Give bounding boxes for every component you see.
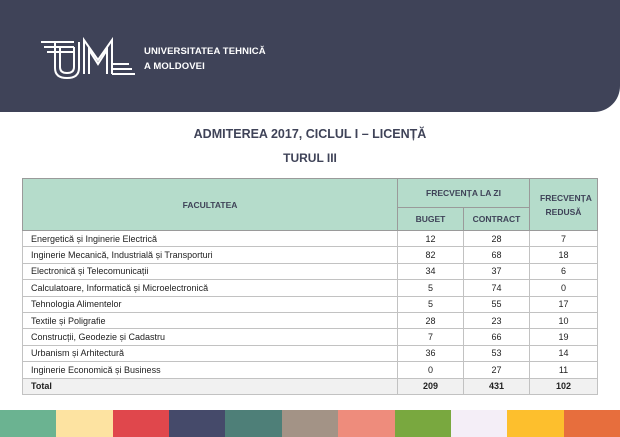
contract-cell: 66: [464, 329, 530, 345]
university-logo-icon: [40, 34, 138, 82]
university-name-line1: UNIVERSITATEA TEHNICĂ: [144, 46, 266, 57]
budget-cell: 5: [398, 296, 464, 312]
contract-cell: 53: [464, 345, 530, 361]
faculty-name-cell: Energetică și Inginerie Electrică: [23, 231, 398, 247]
budget-cell: 34: [398, 263, 464, 279]
admission-table: [22, 178, 598, 395]
table-row: [23, 362, 598, 378]
color-stripe-11: [564, 410, 620, 437]
color-stripe-7: [338, 410, 394, 437]
color-stripe-3: [113, 410, 169, 437]
contract-cell: 68: [464, 247, 530, 263]
table-row: [23, 247, 598, 263]
reduced-cell: 0: [530, 280, 598, 296]
budget-cell: 0: [398, 362, 464, 378]
reduced-cell: 7: [530, 231, 598, 247]
color-stripe-5: [225, 410, 281, 437]
header-banner: [0, 0, 620, 112]
faculty-name-cell: Tehnologia Alimentelor: [23, 296, 398, 312]
table-row: [23, 312, 598, 328]
faculty-name-cell: Inginerie Mecanică, Industrială și Transporturi: [23, 247, 398, 263]
contract-header: CONTRACT: [464, 208, 530, 231]
faculty-name-cell: Calculatoare, Informatică și Microelectronică: [23, 280, 398, 296]
total-contract: 431: [464, 378, 530, 394]
table-body: [23, 231, 598, 395]
faculty-name-cell: Inginerie Economică și Business: [23, 362, 398, 378]
table-row-total: [23, 378, 598, 394]
reduced-cell: 18: [530, 247, 598, 263]
faculty-name-cell: Textile și Poligrafie: [23, 312, 398, 328]
reduced-cell: 14: [530, 345, 598, 361]
budget-cell: 28: [398, 312, 464, 328]
table-row: [23, 263, 598, 279]
table-row: [23, 345, 598, 361]
faculty-header: FACULTATEA: [23, 179, 398, 231]
color-stripe-9: [451, 410, 507, 437]
reduced-cell: 10: [530, 312, 598, 328]
total-budget: 209: [398, 378, 464, 394]
table-row: [23, 280, 598, 296]
full-time-header: FRECVENȚA LA ZI: [398, 179, 530, 208]
faculty-name-cell: Construcții, Geodezie și Cadastru: [23, 329, 398, 345]
faculty-name-cell: Electronică și Telecomunicații: [23, 263, 398, 279]
page-subtitle: TURUL III: [283, 151, 337, 165]
table-row: [23, 296, 598, 312]
budget-cell: 36: [398, 345, 464, 361]
budget-header: BUGET: [398, 208, 464, 231]
color-stripe-10: [507, 410, 563, 437]
budget-cell: 7: [398, 329, 464, 345]
university-name-line2: A MOLDOVEI: [144, 61, 205, 72]
total-label: Total: [23, 378, 398, 394]
page-title: ADMITEREA 2017, CICLUL I – LICENȚĂ: [193, 127, 427, 141]
budget-cell: 5: [398, 280, 464, 296]
contract-cell: 28: [464, 231, 530, 247]
color-stripe-6: [282, 410, 338, 437]
reduced-cell: 17: [530, 296, 598, 312]
contract-cell: 74: [464, 280, 530, 296]
contract-cell: 55: [464, 296, 530, 312]
faculty-name-cell: Urbanism și Arhitectură: [23, 345, 398, 361]
color-stripe-8: [395, 410, 451, 437]
university-name: [144, 44, 266, 74]
color-stripe-1: [0, 410, 56, 437]
color-stripe-footer: [0, 410, 620, 437]
contract-cell: 37: [464, 263, 530, 279]
table-row: [23, 231, 598, 247]
contract-cell: 23: [464, 312, 530, 328]
contract-cell: 27: [464, 362, 530, 378]
reduced-header: FRECVENȚA REDUSĂ: [530, 179, 598, 231]
table-row: [23, 329, 598, 345]
budget-cell: 12: [398, 231, 464, 247]
reduced-cell: 19: [530, 329, 598, 345]
reduced-cell: 6: [530, 263, 598, 279]
budget-cell: 82: [398, 247, 464, 263]
color-stripe-2: [56, 410, 112, 437]
color-stripe-4: [169, 410, 225, 437]
reduced-cell: 11: [530, 362, 598, 378]
total-reduced: 102: [530, 378, 598, 394]
